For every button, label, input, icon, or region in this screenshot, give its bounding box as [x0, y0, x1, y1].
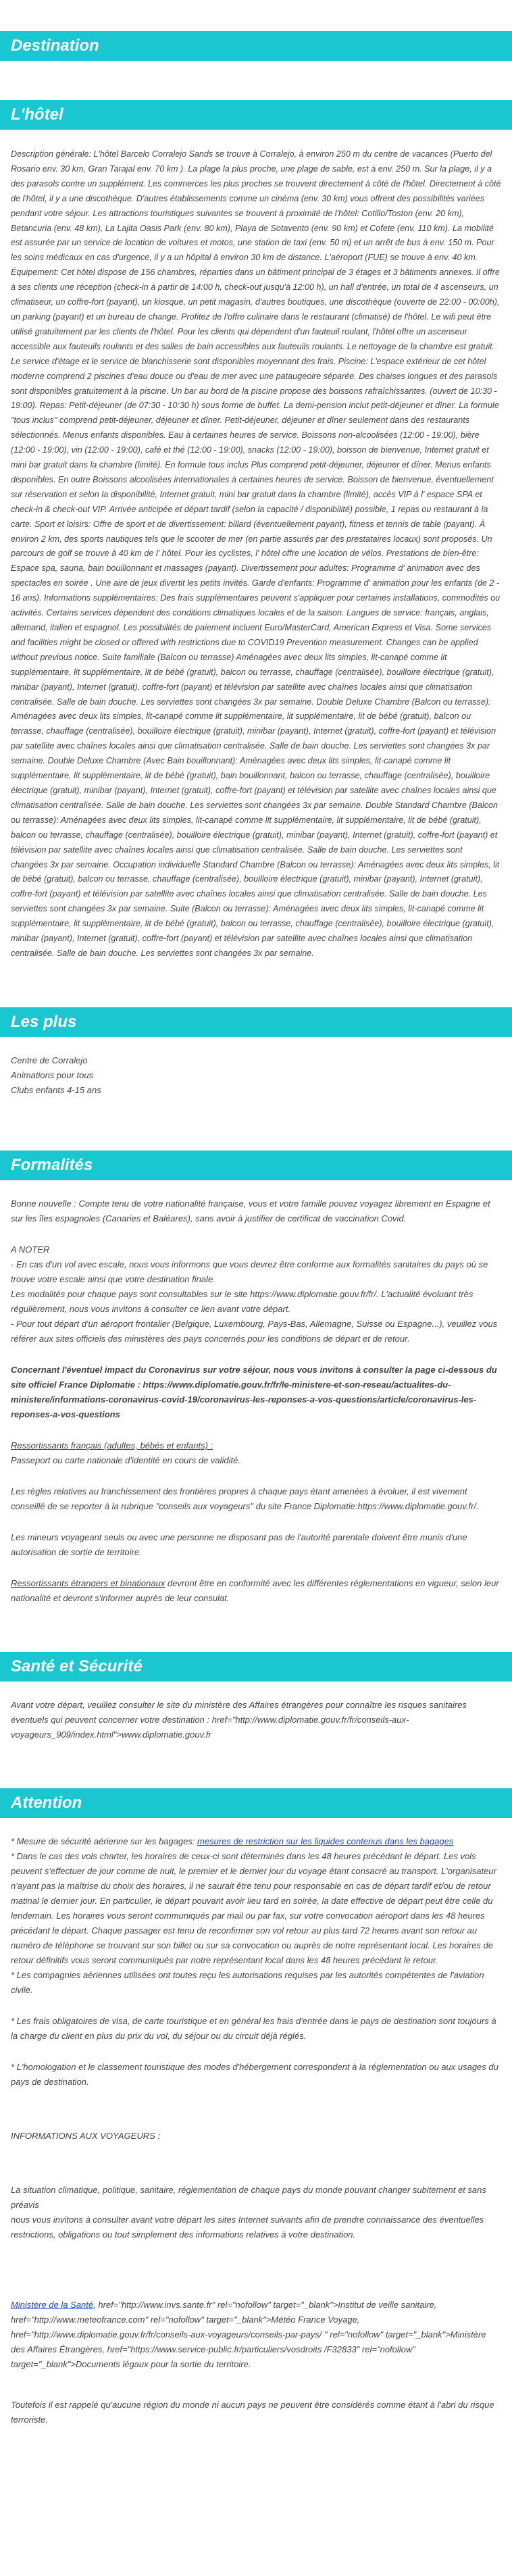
section-header-attention: Attention — [0, 1788, 512, 1818]
formalites-minors: Les mineurs voyageant seuls ou avec une personne ne disposant pas de l'autorité parentale doivent être munis d'une autorisation de sortie de territoire. — [11, 1532, 467, 1557]
section-header-hotel: L'hôtel — [0, 100, 512, 130]
formalites-french-title: Ressortissants français (adultes, bébés et enfants) : — [11, 1440, 213, 1450]
formalites-note-c: - Pour tout départ d'un aéroport frontalier (Belgique, Luxembourg, Pays-Bas, Allemagne, Suisse ou Espagne...), veuillez vous référer aux sites officiels des ministères des pays concernés pour les conditions de départ et de retour. — [11, 1318, 498, 1344]
attention-terrorism: Toutefois il est rappelé qu'aucune région du monde ni aucun pays ne peuvent être considérés comme étant à l'abri du risque terroriste. — [11, 2399, 494, 2425]
attention-info-title: INFORMATIONS AUX VOYAGEURS : — [11, 2130, 161, 2141]
attention-baggage — [0, 1834, 512, 1849]
formalites-intro: Bonne nouvelle : Compte tenu de votre nationalité française, vous et votre famille pouvez voyagez librement en Espagne et sur les îles espagnoles (Canaries et Baléares), sans avoir à justifier de certificat de vaccination Covid. — [11, 1198, 490, 1223]
plus-item: Centre de Corralejo — [11, 1055, 88, 1065]
plus-item: Clubs enfants 4-15 ans — [11, 1084, 101, 1095]
hotel-description: Description générale: L'hôtel Barcelo Corralejo Sands se trouve à Corralejo, à environ 250 m du centre de vacances (Puerto del Rosario env. 30 km, Gran Tarajal env. 70 km ). La plage la plus proche, une plage de sable, est à env. 250 m. Sur la plage, il y a des parasols contre un supplément. Les commerces les plus proches se trouvent directement à côté de l'hôtel. Directement à côté de l'hôtel, il y a une discothèque. D'autres établissements comme un cinéma (env. 30 km) vous offrent des possibilités variées pendant votre séjour. Les attractions touristiques suivantes se trouvent à proximité de l'hôtel: Cotillo/Toston (env. 20 km), Betancuria (env. 48 km), La Lajita Oasis Park (env. 80 km), Playa de Sotavento (env. 90 km) et Cofete (env. 110 km). La mobilité est assurée par un service de location de voitures et motos, une station de taxi (env. 50 m) et un arrêt de bus à env. 150 m. Pour les soins médicaux en cas d'urgence, il y a un hôpital à environ 30 km de distance. L'aéroport (FUE) se trouve à env. 40 km. Équipement: Cet hôtel dispose de 156 chambres, réparties dans un bâtiment principal de 3 étages et 3 bâtiments annexes. Il offre à ses clients une réception (check-in à partir de 14:00 h, check-out jusqu'à 12:00 h), un hall d'entrée, un total de 4 ascenseurs, un climatiseur, un coffre-fort (payant), un kiosque, un petit magasin, d'autres boutiques, une discothèque (ouverte de 22:00 - 00:00h), un parking (payant) et un bureau de change. Profitez de l'offre culinaire dans le restaurant (climatisé) de l'hôtel. Le wifi peut être utilisé gratuitement par les clients de l'hôtel. Pour les clients qui dépendent d'un fauteuil roulant, l'hôtel offre un ascenseur accessible aux fauteuils roulants et des salles de bain accessibles aux fauteuils roulants. Le nettoyage de la chambre est gratuit. Le service d'étage et le service de blanchisserie sont disponibles moyennant des frais. Piscine: L'espace extérieur de cet hôtel moderne comprend 2 piscines d'eau douce ou d'eau de mer avec une pataugeoire séparée. Des chaises longues et des parasols sont disponibles gratuitement à la piscine. Un bar au bord de la piscine propose des boissons rafraîchissantes. (ouvert de 10:30 - 19:00). Repas: Petit-déjeuner (de 07:30 - 10:30 h) sous forme de buffet. La demi-pension inclut petit-déjeuner et dîner. La formule "tous inclus" comprend petit-déjeuner, déjeuner et dîner. Petit-déjeuner, déjeuner et dîner seulement dans des restaurants sélectionnés. Menus enfants disponibles. Eau à certaines heures de service. Boissons non-alcoolisées (12:00 - 19:00), bière (12:00 - 19:00), vin (12:00 - 19:00), café et thé (12:00 - 19:00), snacks (12:00 - 19:00), boisson de bienvenue, Internet gratuit et mini bar gratuit dans la chambre (limité). En formule tous inclus Plus comprend petit-déjeuner, déjeuner et dîner. Menus enfants disponibles. En outre Boissons alcoolisées internationales à certaines heures de service. Boisson de bienvenue, éventuellement sur réservation et selon la disponibilité, Internet gratuit, mini bar gratuit dans la chambre (limité), accès VIP à l' espace SPA et check-in & check-out VIP. Arrivée anticipée et départ tardif (selon la capacité / disponibilité) possible, 1 repas ou restaurant à la carte. Sport et loisirs: Offre de sport et de divertissement: billard (éventuellement payant), fitness et tennis de table (payant). À environ 2 km, des sports nautiques tels que le scooter de mer (en partie assurés par des prestataires locaux) sont proposés. Un parcours de golf se trouve à 40 km de l' hôtel. Pour les cyclistes, l' hôtel offre une location de vélos. Prestations de bien-être: Espace spa, sauna, bain bouillonnant et massages (payant). Divertissement pour adultes: Programme d' animation avec des spectacles en soirée . Une aire de jeux divertit les petits invités. Garde d'enfants: Programme d' animation pour les enfants (de 2 - 16 ans). Informations supplémentaires: Des frais supplémentaires peuvent s'appliquer pour certaines installations, commodités ou activités. Certains services dépendent des conditions climatiques locales et de la saison. Langues de service: français, anglais, allemand, italien et espagnol. Les possibilités de paiement incluent Euro/MasterCard, American Express et Visa. Some services and facilities might be closed or offered with restrictions due to COVID19 Prevention measurement. Changes can be applied without previous notice. Suite familiale (Balcon ou terrasse) Aménagées avec deux lits simples, lit-canapé comme lit supplémentaire, lit supplémentaire, lit de bébé (gratuit), balcon ou terrasse, chauffage (centralisée), bouilloire électrique (gratuit), minibar (payant), Internet (gratuit), coffre-fort (payant) et télévision par satellite avec chaînes locales ainsi que climatisation centralisée. Salle de bain douche. Les serviettes sont changées 3x par semaine. Double Deluxe Chambre (Balcon ou terrasse): Aménagées avec deux lits simples, lit-canapé comme lit supplémentaire, lit supplémentaire, lit de bébé (gratuit), balcon ou terrasse, chauffage (centralisée), bouilloire électrique (gratuit), minibar (payant), Internet (gratuit), coffre-fort (payant) et télévision par satellite avec chaînes locales ainsi que climatisation centralisée. Salle de bain douche. Les serviettes sont changées 3x par semaine. Double Deluxe Chambre (Avec Bain bouillonnant): Aménagées avec deux lits simples, lit-canapé comme lit supplémentaire, lit supplémentaire, lit de bébé (gratuit), bain bouillonnant, balcon ou terrasse, chauffage (centralisée), bouilloire électrique (gratuit), minibar (payant), Internet (gratuit), coffre-fort (payant) et télévision par satellite avec chaînes locales ainsi que climatisation centralisée. Salle de bain douche. Les serviettes sont changées 3x par semaine. Double Standard Chambre (Balcon ou terrasse): Aménagées avec deux lits simples, lit-canapé comme lit supplémentaire, lit supplémentaire, lit de bébé (gratuit), balcon ou terrasse, chauffage (centralisée), bouilloire électrique (gratuit), minibar (payant), Internet (gratuit), coffre-fort (payant) et télévision par satellite avec chaînes locales ainsi que climatisation centralisée. Salle de bain douche. Les serviettes sont changées 3x par semaine. Occupation individuelle Standard Chambre (Balcon ou terrasse): Aménagées avec deux lits simples, lit de bébé (gratuit), balcon ou terrasse, chauffage (centralisée), bouilloire électrique (gratuit), minibar (payant), Internet (gratuit), coffre-fort (payant) et télévision par satellite avec chaînes locales ainsi que climatisation centralisée. Salle de bain douche. Les serviettes sont changées 3x par semaine. Suite (Balcon ou terrasse): Aménagées avec deux lits simples, lit-canapé comme lit supplémentaire, lit supplémentaire, lit de bébé (gratuit), balcon ou terrasse, chauffage (centralisée), bouilloire électrique (gratuit), minibar (payant), Internet (gratuit), coffre-fort (payant) et télévision par satellite avec chaînes locales ainsi que climatisation centralisée. Salle de bain douche. Les serviettes sont changées 3x par semaine. — [11, 149, 501, 958]
section-header-plus: Les plus — [0, 1007, 512, 1037]
attention-baggage-label: * Mesure de sécurité aérienne sur les bagages: — [11, 1836, 198, 1846]
plus-item: Animations pour tous — [11, 1069, 94, 1080]
attention-homologation: * L'homologation et le classement touristique des modes d'hébergement correspondent à la réglementation ou aux usages du pays de destination. — [11, 2061, 498, 2087]
section-header-destination: Destination — [0, 31, 512, 61]
formalites-foreigners-title: Ressortissants étrangers et binationaux — [11, 1577, 165, 1588]
offer-page — [0, 31, 512, 2454]
attention-charter: * Dans le cas des vols charter, les horaires de ceux-ci sont déterminés dans les 48 heures précédant le départ. Les vols peuvent s'effectuer de jour comme de nuit, le premier et le dernier jour du voyage étant consacré au transport. L'organisateur n'ayant pas la maîtrise du choix des horaires, il ne saurait être tenu pour responsable en cas de départ tardif et/ou de retour matinal le dernier jour. En particulier, le départ pouvant avoir lieu tard en soirée, la date effective de départ peut être celle du lendemain. Les horaires vous seront communiqués par mail ou par fax, sur votre convocation aéroport dans les 48 heures précédant le départ. Chaque passager est tenu de reconfirmer son vol retour au plus tard 72 heures avant son retour au numéro de téléphone se trouvant sur son billet ou sur sa convocation ou auprès de notre représentant local. Les horaires de retour définitifs vous seront communiqués par notre représentant local dans les 48 heures précédant le retour. — [11, 1850, 496, 1965]
sante-text: Avant votre départ, veuillez consulter le site du ministère des Affaires étrangères pour connaître les risques sanitaires éventuels qui peuvent concerner votre destination : href="http://www.diplomatie.gouv.fr/fr/conseils-aux-voyageurs_909/index.html">www.diplomatie.gouv.fr — [11, 1699, 467, 1740]
liquids-restriction-link[interactable]: mesures de restriction sur les liquides contenus dans les bagages — [197, 1836, 454, 1846]
formalites-note-title: A NOTER — [11, 1244, 50, 1255]
formalites-french-text: Passeport ou carte nationale d'identité en cours de validité. — [11, 1455, 240, 1465]
formalites-rules: Les règles relatives au franchissement des frontières propres à chaque pays étant amenées à évoluer, il est vivement conseillé de se reporter à la rubrique "conseils aux voyageurs" du site France Diplomatie:https://www.diplomatie.gouv.fr/. — [11, 1486, 479, 1511]
attention-links-text: , href="http://www.invs.sante.fr" rel="nofollow" target="_blank">Institut de veille sanitaire, href="http://www.meteofrance.com" rel="nofollow" target="_blank">Météo France Voyage, href="http://www.diplomatie.gouv.fr/fr/conseils-aux-voyageurs/conseils-par-pays/ " rel="nofollow" target="_blank">Ministère des Affaires Étrangères, href="https://www.service-public.fr/particuliers/vosdroits /F32833" rel="nofollow" target="_blank">Documents légaux pour la sortie du territoire. — [11, 2299, 486, 2369]
plus-list — [0, 1053, 512, 1098]
formalites-note-a: - En cas d'un vol avec escale, nous vous informons que vous devrez être conforme aux formalités sanitaires du pays où se trouve votre escale ainsi que votre destination finale. — [11, 1259, 488, 1284]
attention-airlines: * Les compagnies aériennes utilisées ont toutes reçu les autorisations requises par les autorités compétentes de l'aviation civile. — [11, 1969, 484, 1995]
attention-sites: nous vous invitons à consulter avant votre départ les sites Internet suivants afin de prendre connaissance des éventuelles restrictions, obligations ou tout simplement des informations relatives à votre destination. — [11, 2214, 484, 2240]
formalites-foreigners-text: devront être en conformité avec les différentes réglementations en vigueur, selon leur nationalité et devront s'informer auprès de leur consulat. — [11, 1577, 499, 1603]
section-header-formalites: Formalités — [0, 1151, 512, 1180]
section-header-sante: Santé et Sécurité — [0, 1652, 512, 1682]
formalites-foreigners — [0, 1576, 512, 1606]
ministere-sante-link[interactable]: Ministère de la Santé — [11, 2299, 94, 2310]
attention-situation: La situation climatique, politique, sanitaire, réglementation de chaque pays du monde pouvant changer subitement et sans préavis — [11, 2184, 486, 2210]
formalites-coronavirus: Concernant l'éventuel impact du Coronavirus sur votre séjour, nous vous invitons à consulter la page ci-dessous du site officiel France Diplomatie : https://www.diplomatie.gouv.fr/fr/le-ministere-et-son-reseau/actualites-du-ministere/informations-coronavirus-covid-19/coronavirus-les-reponses-a-vos-questions/article/coronavirus-les-reponses-a-vos-questions — [11, 1364, 497, 1419]
attention-links — [0, 2298, 512, 2372]
formalites-note-b: Les modalités pour chaque pays sont consultables sur le site https://www.diplomatie.gouv.fr/fr/. L'actualité évoluant très régulièrement, nous vous invitons à consulter ce lien avant votre départ. — [11, 1288, 473, 1314]
attention-visa: * Les frais obligatoires de visa, de carte touristique et en général les frais d'entrée dans le pays de destination sont toujours à la charge du client en plus du prix du vol, du séjour ou du circuit déjà réglés. — [11, 2015, 496, 2041]
